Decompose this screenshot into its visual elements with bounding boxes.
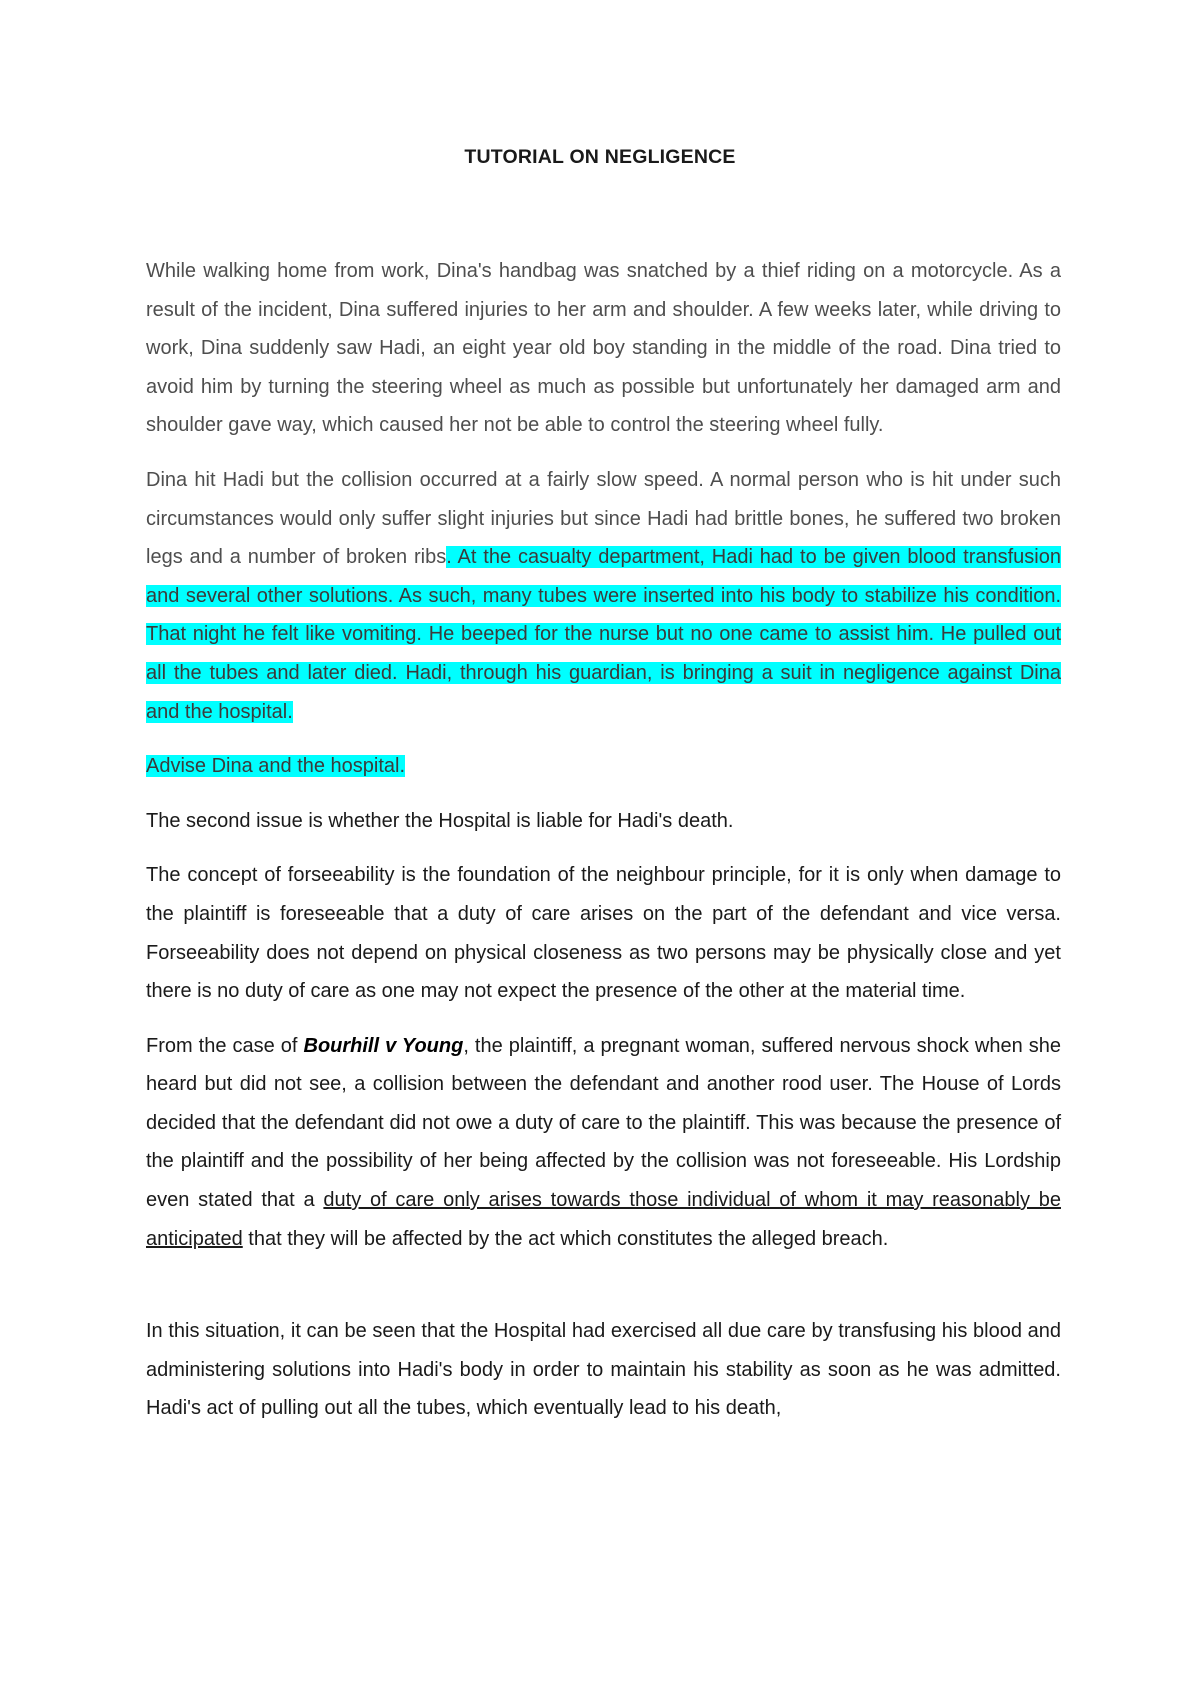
highlighted-text: . At the casualty department, Hadi had to be given blood transfusion and several other solutions. As such, many tubes were inserted into his body to stabilize his condition. That night he felt like vomiting. He beeped for the nurse but no one came to assist him. He pulled out all the tubes and later died. Hadi, through his guardian, is bringing a suit in negligence against Dina and the hospital. [146,546,1061,723]
case-paragraph-end: that they will be affected by the act which constitutes the alleged breach. [242,1227,889,1250]
forseeability-paragraph: The concept of forseeability is the foundation of the neighbour principle, for it is only when damage to the plaintiff is foreseeable that a duty of care arises on the part of the defendant and vice versa. Forseeability does not depend on physical closeness as two persons may be physically close and yet there is no duty of care as one may not expect the presence of the other at the material time. [146,864,1061,1003]
case-name: Bourhill v Young [303,1034,464,1057]
document-title: TUTORIAL ON NEGLIGENCE [464,146,736,168]
issue-paragraph: The second issue is whether the Hospital is liable for Hadi's death. [146,809,734,832]
situation-paragraph: In this situation, it can be seen that the Hospital had exercised all due care by transfusing his blood and administering solutions into Hadi's body in order to maintain his stability as soon as he was admitted. Hadi's act of pulling out all the tubes, which eventually lead to his death, [146,1320,1061,1420]
blank-line [146,1274,1061,1312]
advise-highlighted: Advise Dina and the hospital. [146,755,406,778]
scenario-paragraph-1: While walking home from work, Dina's handbag was snatched by a thief riding on a motorcycle. As a result of the incident, Dina suffered injuries to her arm and shoulder. A few weeks later, while driving to work, Dina suddenly saw Hadi, an eight year old boy standing in the middle of the road. Dina tried to avoid him by turning the steering wheel as much as possible but unfortunately her damaged arm and shoulder gave way, which caused her not be able to control the steering wheel fully. [146,260,1061,437]
document-body [146,252,1061,1444]
underlined-quote: duty of care only arises towards those individual of whom it may reasonably be anticipated [146,1189,1061,1250]
advise-line [146,747,1061,786]
case-paragraph-body: , the plaintiff, a pregnant woman, suffered nervous shock when she heard but did not see, a collision between the defendant and another rood user. The House of Lords decided that the defendant did not owe a duty of care to the plaintiff. This was because the presence of the plaintiff and the possibility of her being affected by the collision was not foreseeable. His Lordship even stated that a [146,1034,1061,1212]
scenario-paragraph-2 [146,461,1061,731]
case-paragraph-intro: From the case of [146,1034,304,1057]
scenario-paragraph-2-plain: Dina hit Hadi but the collision occurred at a fairly slow speed. A normal person who is hit under such circumstances would only suffer slight injuries but since Hadi had brittle bones, he suffered two broken legs and a number of broken ribs [146,468,1061,569]
case-paragraph [146,1027,1061,1259]
